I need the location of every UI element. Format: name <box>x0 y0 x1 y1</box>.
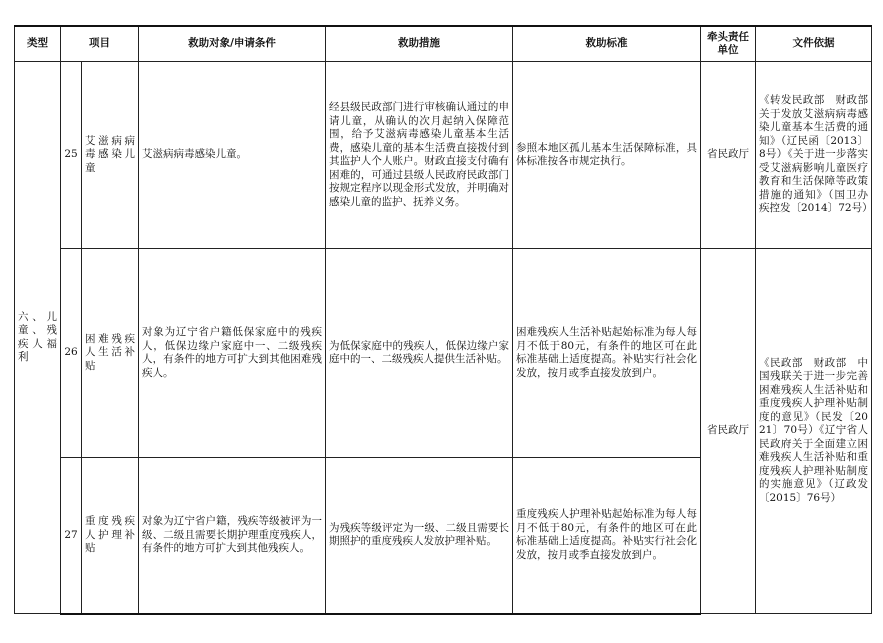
header-lead-line1: 牵头责任 <box>707 30 749 43</box>
basis-merged: 《民政部 财政部 中国残联关于进一步完善困难残疾人生活补贴和重度残疾人护理补贴制度的意见》（民发〔2021〕70号）《辽宁省人民政府关于全面建立困难残疾人生活补贴和重度残疾人护理补贴制度的实施意见》（辽政发〔2015〕76号） <box>756 249 872 614</box>
header-lead-line2: 单位 <box>717 44 739 56</box>
header-measures: 救助措施 <box>326 26 513 62</box>
policy-table-page <box>14 25 871 615</box>
table-row <box>15 62 872 249</box>
item-name: 艾滋病病毒感染儿童 <box>82 62 139 249</box>
lead-unit-merged: 省民政厅 <box>701 249 756 614</box>
lead-unit-cell: 省民政厅 <box>701 62 756 249</box>
target-cell: 艾滋病病毒感染儿童。 <box>139 62 326 249</box>
header-type: 类型 <box>15 26 61 62</box>
table-row <box>15 249 872 458</box>
header-standard: 救助标准 <box>513 26 701 62</box>
measures-cell: 为残疾等级评定为一级、二级且需要长期照护的重度残疾人发放护理补贴。 <box>326 458 513 614</box>
measures-cell: 经县级民政部门进行审核确认通过的申请儿童，从确认的次月起纳入保障范围，给予艾滋病毒感染儿童基本生活费，感染儿童的基本生活费直接拨付到其监护人个人账户。财政直接支付确有困难的，可通过县级人民政府民政部门按规定程序以现金形式发放，并明确对感染儿童的监护、抚养义务。 <box>326 62 513 249</box>
assistance-policy-table <box>14 25 872 615</box>
header-row <box>15 26 872 62</box>
item-name: 困难残疾人生活补贴 <box>82 249 139 458</box>
standard-cell: 重度残疾人护理补贴起始标准为每人每月不低于80元，有条件的地区可在此标准基础上适度提高。补贴实行社会化发放，按月或季直接发放到户。 <box>513 458 701 614</box>
header-lead-unit <box>701 26 756 62</box>
target-cell: 对象为辽宁省户籍低保家庭中的残疾人，低保边缘户家庭中一、二级残疾人，有条件的地方可扩大到其他困难残疾人。 <box>139 249 326 458</box>
row-number: 27 <box>61 458 82 614</box>
measures-cell: 为低保家庭中的残疾人，低保边缘户家庭中的一、二级残疾人提供生活补贴。 <box>326 249 513 458</box>
item-name: 重度残疾人护理补贴 <box>82 458 139 614</box>
basis-cell: 《转发民政部 财政部关于发放艾滋病病毒感染儿童基本生活费的通知》（辽民函〔2013〕8号）《关于进一步落实受艾滋病影响儿童医疗教育和生活保障等政策措施的通知》（国卫办疾控发〔2014〕72号） <box>756 62 872 249</box>
header-item: 项目 <box>61 26 139 62</box>
header-target: 救助对象/申请条件 <box>139 26 326 62</box>
row-number: 26 <box>61 249 82 458</box>
standard-cell: 困难残疾人生活补贴起始标准为每人每月不低于80元，有条件的地区可在此标准基础上适度提高。补贴实行社会化发放，按月或季直接发放到户。 <box>513 249 701 458</box>
category-cell: 六、儿童、残疾人福利 <box>15 62 61 614</box>
row-number: 25 <box>61 62 82 249</box>
target-cell: 对象为辽宁省户籍，残疾等级被评为一级、二级且需要长期护理重度残疾人，有条件的地方可扩大到其他残疾人。 <box>139 458 326 614</box>
standard-cell: 参照本地区孤儿基本生活保障标准，具体标准按各市规定执行。 <box>513 62 701 249</box>
header-basis: 文件依据 <box>756 26 872 62</box>
